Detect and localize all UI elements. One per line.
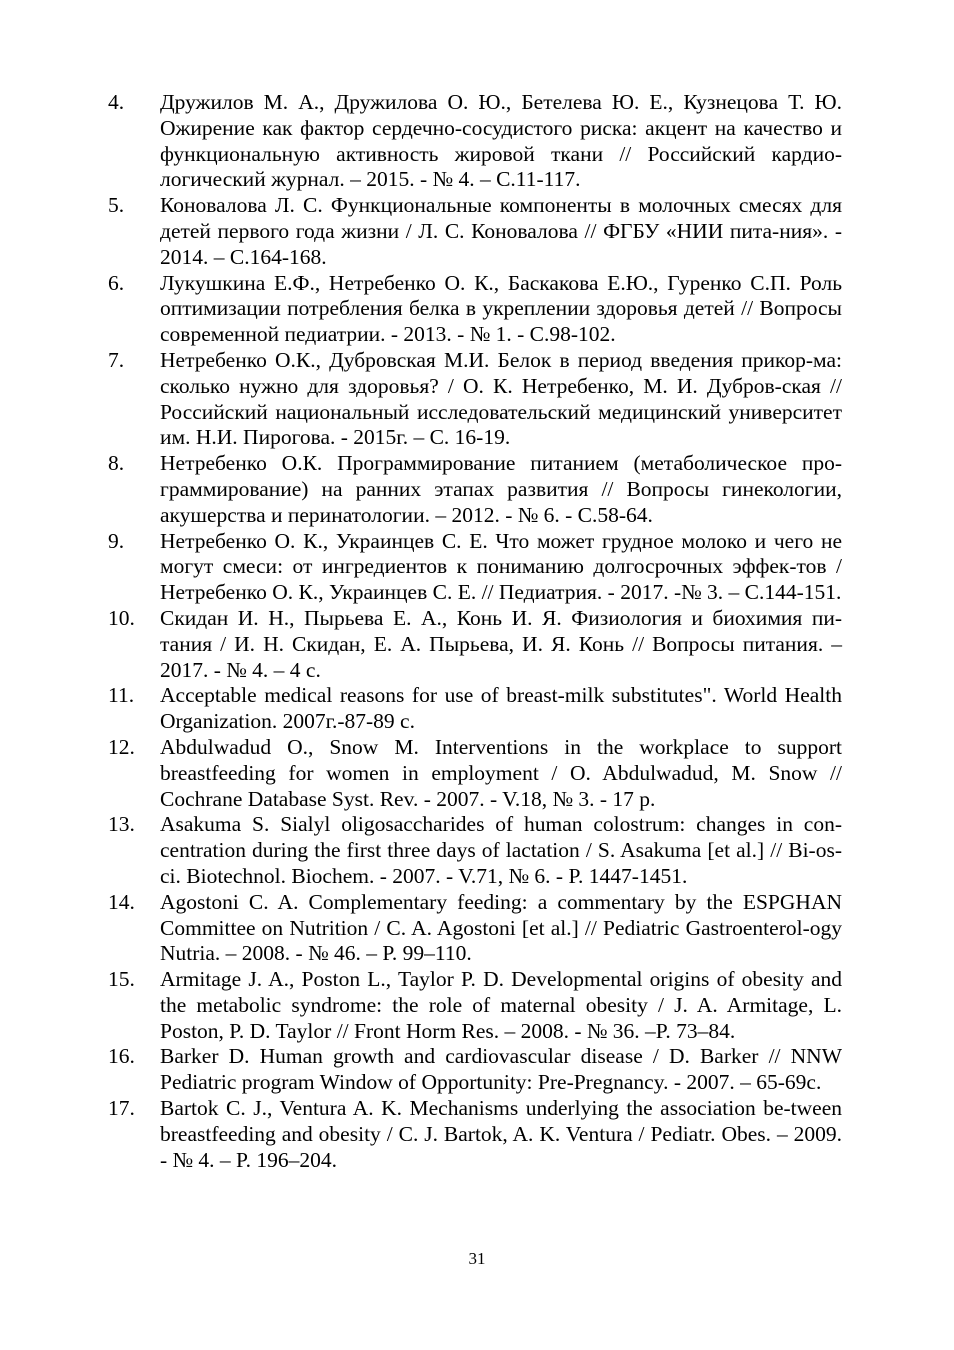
reference-item (108, 271, 842, 348)
reference-item (108, 890, 842, 967)
reference-item (108, 1044, 842, 1096)
reference-number: 11. (108, 683, 135, 708)
reference-number: 4. (108, 90, 125, 114)
reference-list (108, 90, 842, 1173)
page-body (108, 90, 842, 1173)
reference-number: 8. (108, 451, 125, 476)
reference-text: Bartok C. J., Ventura A. K. Mechanisms underlying the association be-tween breastfeeding and obesity / C. J. Bartok, A. K. Ventura / Pediatr. Obes. – 2009. - № 4. – P. 196–204. (160, 1096, 842, 1172)
reference-text: Abdulwadud O., Snow M. Interventions in the workplace to support breastfeeding for women in employment / O. Abdulwadud, M. Snow // Cochrane Database Syst. Rev. - 2007. - V.18, № 3. - 17 p. (160, 734, 842, 811)
reference-number: 17. (108, 1096, 135, 1121)
reference-number: 16. (108, 1044, 135, 1069)
reference-item (108, 967, 842, 1044)
reference-text: Коновалова Л. С. Функциональные компоненты в молочных смесях для детей первого года жизни / Л. С. Коновалова // ФГБУ «НИИ пита-ния». - 2014. – С.164-168. (160, 193, 842, 269)
reference-text: Скидан И. Н., Пырьева Е. А., Конь И. Я. Физиология и биохимия пи-тания / И. Н. Скидан, Е. А. Пырьева, И. Я. Конь // Вопросы питания. – 2017. - № 4. – 4 с. (160, 605, 842, 682)
reference-text: Нетребенко О.К. Программирование питанием (метаболическое про-граммирование) на ранних этапах развития // Вопросы гинекологии, акушерства и перинатологии. – 2012. - № 6. - С.58-64. (160, 451, 842, 527)
reference-text: Barker D. Human growth and cardiovascular disease / D. Barker // NNW Pediatric program Window of Opportunity: Pre-Pregnancy. - 2007. – 65-69c. (160, 1044, 842, 1095)
reference-text: Дружилов М. А., Дружилова О. Ю., Бетелева Ю. Е., Кузнецова Т. Ю. Ожирение как фактор сердечно-сосудистого риска: акцент на качество и функциональную активность жировой ткани // Российский кардио-логический журнал. – 2015. - № 4. – С.11-117. (160, 90, 842, 192)
reference-number: 14. (108, 889, 135, 914)
reference-item (108, 90, 842, 193)
reference-number: 15. (108, 967, 135, 992)
reference-number: 6. (108, 270, 125, 295)
page-number: 31 (468, 1249, 486, 1268)
reference-item (108, 348, 842, 451)
reference-item (108, 529, 842, 606)
reference-text: Нетребенко О.К., Дубровская М.И. Белок в период введения прикор-ма: сколько нужно для здоровья? / О. К. Нетребенко, М. И. Дубров-ская // Российский национальный исследовательский медицинский университет им. Н.И. Пирогова. - 2015г. – С. 16-19. (160, 347, 842, 450)
reference-item (108, 1096, 842, 1173)
reference-number: 10. (108, 605, 135, 630)
reference-item (108, 812, 842, 889)
reference-item (108, 606, 842, 683)
reference-number: 12. (108, 734, 135, 759)
reference-text: Armitage J. A., Poston L., Taylor P. D. Developmental origins of obesity and the metabolic syndrome: the role of maternal obesity / J. A. Armitage, L. Poston, P. D. Taylor // Front Horm Res. – 2008. - № 36. –P. 73–84. (160, 967, 842, 1043)
reference-item (108, 683, 842, 735)
reference-item (108, 735, 842, 812)
reference-text: Лукушкина Е.Ф., Нетребенко О. К., Баскакова Е.Ю., Гуренко С.П. Роль оптимизации потребления белка в укреплении здоровья детей // Вопросы современной педиатрии. - 2013. - № 1. - С.98-102. (160, 270, 842, 347)
reference-number: 9. (108, 528, 125, 553)
reference-item (108, 193, 842, 270)
reference-text: Asakuma S. Sialyl oligosaccharides of human colostrum: changes in con-centration during the first three days of lactation / S. Asakuma [et al.] // Bi-os-ci. Biotechnol. Biochem. - 2007. - V.71, № 6. - P. 1447-1451. (160, 812, 842, 888)
reference-item (108, 451, 842, 528)
reference-number: 5. (108, 193, 125, 218)
reference-number: 13. (108, 812, 135, 837)
reference-text: Agostoni C. A. Complementary feeding: a commentary by the ESPGHAN Committee on Nutrition / C. A. Agostoni [et al.] // Pediatric Gastroenterol-ogy Nutria. – 2008. - № 46. – P. 99–110. (160, 889, 842, 966)
reference-text: Acceptable medical reasons for use of breast-milk substitutes". World Health Organization. 2007г.-87-89 с. (160, 683, 842, 734)
reference-number: 7. (108, 347, 125, 372)
reference-text: Нетребенко О. К., Украинцев С. Е. Что может грудное молоко и чего не могут смеси: от ингредиентов к пониманию долгосрочных эффек-тов / Нетребенко О. К., Украинцев С. Е. // Педиатрия. - 2017. -№ 3. – С.144-151. (160, 528, 842, 605)
